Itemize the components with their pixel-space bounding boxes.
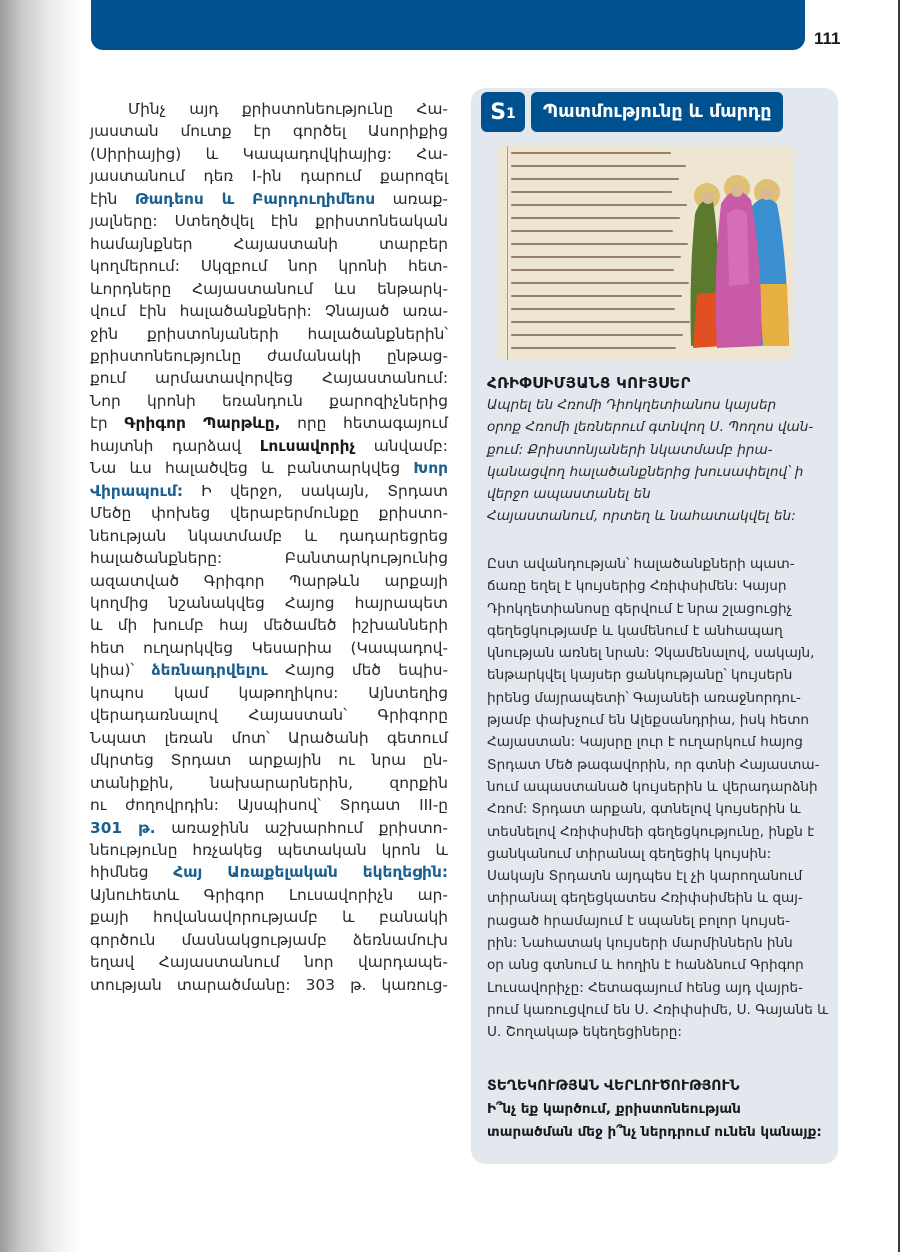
text-line: Դիոկղետիանոսը գերվում է նրա շլացուցիչ: [487, 600, 793, 617]
text-segment: յաստանում դեռ I-ին դարում քարոզել: [90, 167, 448, 186]
manuscript-margin-line: [507, 146, 508, 360]
text-line: Հռոմ: Տրդատ արքան, գտնելով կույսերին և: [487, 801, 801, 818]
text-line: կանացվող հալածանքներից խուսափելով՝ ի: [487, 463, 804, 480]
text-line: [90, 457, 448, 479]
text-segment: Մինչ այդ քրիստոնեությունը Հա-: [128, 100, 448, 118]
text-segment: համայնքներ Հայաստանի տարբեր: [90, 234, 448, 253]
text-line: [90, 772, 448, 794]
text-segment: տանիքին, նախարարներին, զորքին: [90, 773, 448, 792]
text-line: [90, 817, 448, 839]
text-line: [90, 278, 448, 300]
text-line: [90, 749, 448, 771]
text-segment: կողմերում: Սկզբում նոր կրոնի հետ-: [90, 257, 448, 276]
text-line: ցանկանում տիրանալ գեղեցիկ կույսին:: [487, 845, 772, 862]
text-segment: առաջինն աշխարհում քրիստո-: [155, 818, 448, 837]
text-line: [90, 435, 448, 457]
text-line: տիրանալ գեղեցկատես Հռիփսիմեին և զայ-: [487, 890, 803, 907]
text-segment: ու ժողովրդին: Այսպիսով՝ Տրդատ III-ը: [90, 796, 448, 815]
text-segment: Նպատ լեռան մոտ՝ Արածանի գետում: [90, 728, 448, 747]
text-segment: Նա ևս հալածվեց և բանտարկվեց: [90, 459, 414, 478]
main-text-column: [90, 98, 448, 996]
manuscript-script-line: [511, 191, 672, 193]
question-title: ՏԵՂԵԿՈՒԹՅԱՆ ՎԵՐԼՈՒԾՈՒԹՅՈՒՆ: [487, 1078, 740, 1094]
manuscript-script-line: [511, 230, 673, 232]
text-segment: հալածանքները: Բանտարկությունից: [90, 549, 448, 568]
manuscript-script-line: [511, 347, 676, 349]
text-segment: վում էին հալածանքների: Չնայած առա-: [90, 302, 448, 321]
text-segment: կողմից նշանակվեց Հայոց հայրապետ: [90, 593, 448, 612]
text-segment: էր: [90, 414, 125, 433]
text-segment: կոպոս կամ կաթողիկոս: Այնտեղից: [90, 683, 448, 702]
text-line: [90, 592, 448, 614]
text-line: կնության առնել նրան: Չկամենալով, սակայն,: [487, 645, 815, 662]
text-line: Սակայն Տրդատն այդպես էլ չի կարողանում: [487, 868, 803, 885]
keyword-bold: Գրիգոր Պարթևը,: [124, 414, 281, 433]
text-line: [90, 188, 448, 210]
text-line: [90, 367, 448, 389]
text-line: Ս. Շողակաթ եկեղեցիները:: [487, 1024, 682, 1041]
sidebar-title: Պատմությունը և մարդը: [531, 92, 783, 132]
text-segment: հայտնի դարձավ: [90, 436, 260, 455]
text-line: քում: Քրիստոնյաների նկատմամբ իրա-: [487, 441, 773, 458]
text-line: Ապրել են Հռոմի Դիոկղետիանոս կայսեր: [487, 397, 777, 413]
keyword-highlight: Հայ Առաքելական եկեղեցին:: [173, 863, 448, 882]
text-segment: եղավ Հայաստանում նոր վարդապե-: [90, 953, 448, 972]
text-segment: Հայոց մեծ եպիս-: [267, 661, 449, 680]
text-line: [90, 547, 448, 569]
manuscript-script-line: [511, 282, 689, 284]
text-line: գեղեցկությամբ և կամենում է անհապաղ: [487, 622, 783, 639]
text-segment: ազատված Գրիգոր Պարթևն արքայի: [90, 571, 448, 590]
text-line: [90, 120, 448, 142]
sidebar-header: [481, 92, 783, 132]
text-line: [90, 682, 448, 704]
question-text: [487, 1098, 833, 1144]
sidebar-panel: [471, 88, 838, 1164]
text-line: [90, 390, 448, 412]
text-segment: նեությունը հռչակեց պետական կրոն և: [90, 840, 448, 859]
text-segment: ևորդները Հայաստանում ևս ենթարկ-: [90, 279, 448, 298]
text-line: Տրդատ Մեծ թագավորին, որ գտնի Հայաստա-: [487, 756, 820, 773]
text-segment: ջին քրիստոնյաների հալածանքներին՝: [90, 324, 448, 343]
text-line: [90, 727, 448, 749]
manuscript-script-line: [511, 165, 686, 167]
text-line: [90, 412, 448, 434]
text-line: Հայաստան: Կայսրը լուր է ուղարկում հայոց: [487, 734, 803, 751]
text-segment: յալները: Ստեղծվել էին քրիստոնեական: [90, 212, 448, 231]
text-segment: առաք-: [375, 189, 448, 208]
text-line: [90, 480, 448, 502]
manuscript-script-line: [511, 334, 683, 336]
text-segment: քրիստոնեությունը ժամանակի ընթաց-: [90, 346, 448, 365]
manuscript-script-line: [511, 152, 671, 154]
text-line: [90, 704, 448, 726]
text-line: Լուսավորիչը: Հետագայում հենց այդ վայրե-: [487, 979, 803, 996]
manuscript-script-line: [511, 269, 674, 271]
text-segment: Ի վերջո, սակայն, Տրդատ: [182, 481, 448, 500]
text-line: [90, 570, 448, 592]
section-badge: [481, 92, 525, 132]
header-band: [91, 0, 805, 50]
text-line: րում կառուցվում են Ս. Հռիփսիմե, Ս. Գայանե և: [487, 1001, 829, 1018]
text-line: [90, 794, 448, 816]
text-line: [90, 255, 448, 277]
keyword-highlight: Խոր: [413, 459, 448, 478]
text-segment: յաստան մուտք էր գործել Ասորիքից: [90, 122, 448, 141]
text-line: [90, 659, 448, 681]
text-segment: որը հետագայում: [280, 414, 448, 433]
text-line: [90, 884, 448, 906]
text-line: [90, 929, 448, 951]
text-line: [90, 502, 448, 524]
text-line: [90, 525, 448, 547]
box-title: ՀՌԻՓՍԻՄՅԱՆՑ ԿՈՒՅՍԵՐ: [487, 374, 691, 392]
text-line: [90, 165, 448, 187]
text-line: [90, 98, 448, 120]
text-segment: Մեծը փոխեց վերաբերմունքը քրիստո-: [90, 504, 448, 523]
text-line: [90, 906, 448, 928]
manuscript-script-line: [511, 295, 682, 297]
manuscript-script-line: [511, 204, 687, 206]
text-line: [90, 345, 448, 367]
text-line: [90, 323, 448, 345]
text-line: Ի՞նչ եք կարծում, քրիստոնեության: [487, 1101, 741, 1117]
manuscript-script-line: [511, 321, 690, 323]
page-number: 111: [814, 29, 841, 48]
section-badge-letter: S: [490, 99, 507, 125]
text-line: [90, 974, 448, 996]
text-segment: գործուն մասնակցությամբ ձեռնամուխ: [90, 930, 448, 949]
text-segment: մկրտեց Տրդատ արքային ու նրա ըն-: [90, 751, 448, 770]
text-line: րացած հրամայում է սպանել բոլոր կույսե-: [487, 912, 791, 929]
text-line: [90, 143, 448, 165]
box-intro-paragraph: [487, 394, 833, 528]
keyword-highlight: Վիրապում:: [90, 481, 183, 500]
text-segment: կիա)՝: [90, 661, 152, 680]
manuscript-script-line: [511, 308, 675, 310]
text-line: րին: Նահատակ կույսերի մարմիններն ինն: [487, 935, 793, 952]
keyword-highlight: Թադեոս և Բարդուղիմեոս: [134, 189, 376, 208]
section-badge-number: 1: [506, 106, 516, 122]
text-segment: Նոր կրոնի եռանդուն քարոզիչներից: [90, 391, 448, 410]
manuscript-illustration: [497, 146, 793, 360]
text-line: օր անց գտնում և հողին է հանձնում Գրիգոր: [487, 957, 804, 974]
page-fold-shadow: [0, 0, 80, 1252]
text-line: [90, 233, 448, 255]
keyword-highlight: ձեռնադրվելու: [151, 661, 268, 680]
text-line: նում ապաստանած կույսերին և վերադարձնի: [487, 778, 818, 795]
text-line: [90, 951, 448, 973]
text-segment: նեության նկատմամբ և դադարեցրեց: [90, 526, 448, 545]
three-saints-figure: [687, 174, 791, 354]
text-line: թյամբ փախչում են Ալեքսանդրիա, իսկ հետո: [487, 712, 810, 729]
text-line: [90, 210, 448, 232]
text-line: [90, 637, 448, 659]
text-segment: քայի հովանավորությամբ և բանակի: [90, 908, 448, 927]
text-segment: Այնուհետև Գրիգոր Լուսավորիչն ար-: [90, 885, 448, 904]
manuscript-script-line: [511, 217, 680, 219]
text-line: Ըստ ավանդության՝ հալածանքների պատ-: [487, 556, 795, 572]
text-line: [90, 839, 448, 861]
text-segment: էին: [90, 189, 135, 208]
text-segment: քում արմատավորվեց Հայաստանում:: [90, 369, 448, 388]
text-line: [90, 861, 448, 883]
text-line: [90, 300, 448, 322]
manuscript-script-line: [511, 178, 679, 180]
text-segment: հիմնեց: [90, 863, 174, 882]
text-segment: (Սիրիայից) և Կապադովկիայից: Հա-: [90, 144, 448, 163]
text-line: [90, 614, 448, 636]
text-line: ենթարկվել կայսեր ցանկությանը՝ կույսերն: [487, 667, 793, 684]
box-story-paragraph: [487, 553, 833, 1044]
text-line: ճառը եղել է կույսերից Հռիփսիմեն: Կայսր: [487, 578, 787, 595]
text-segment: հետ ուղարկվեց Կեսարիա (Կապադով-: [90, 638, 448, 657]
keyword-bold: Լուսավորիչ: [259, 436, 356, 455]
text-segment: և մի խումբ հայ մեծամեծ իշխանների: [90, 616, 448, 635]
text-line: օրոք Հռոմի լեռներում գտնվող Ս. Պողոս վան-: [487, 419, 814, 436]
text-line: Հայաստանում, որտեղ և նահատակվել են:: [487, 508, 796, 525]
text-line: տարածման մեջ ի՞նչ ներդրում ունեն կանայք:: [487, 1124, 822, 1140]
text-line: տեսնելով Հռիփսիմեի գեղեցկությունը, ինքն է: [487, 823, 815, 840]
manuscript-script-line: [511, 256, 681, 258]
text-segment: անվամբ:: [355, 436, 448, 455]
keyword-highlight: 301 թ.: [90, 818, 156, 837]
text-segment: տության տարածմանը: 303 թ. կառուց-: [90, 975, 448, 994]
text-segment: վերադառնալով Հայաստան՝ Գրիգորը: [90, 706, 448, 725]
text-line: վերջո ապաստանել են: [487, 486, 651, 503]
manuscript-script-line: [511, 243, 688, 245]
text-line: իրենց մայրապետի՝ Գայանեի առաջնորդու-: [487, 689, 801, 706]
